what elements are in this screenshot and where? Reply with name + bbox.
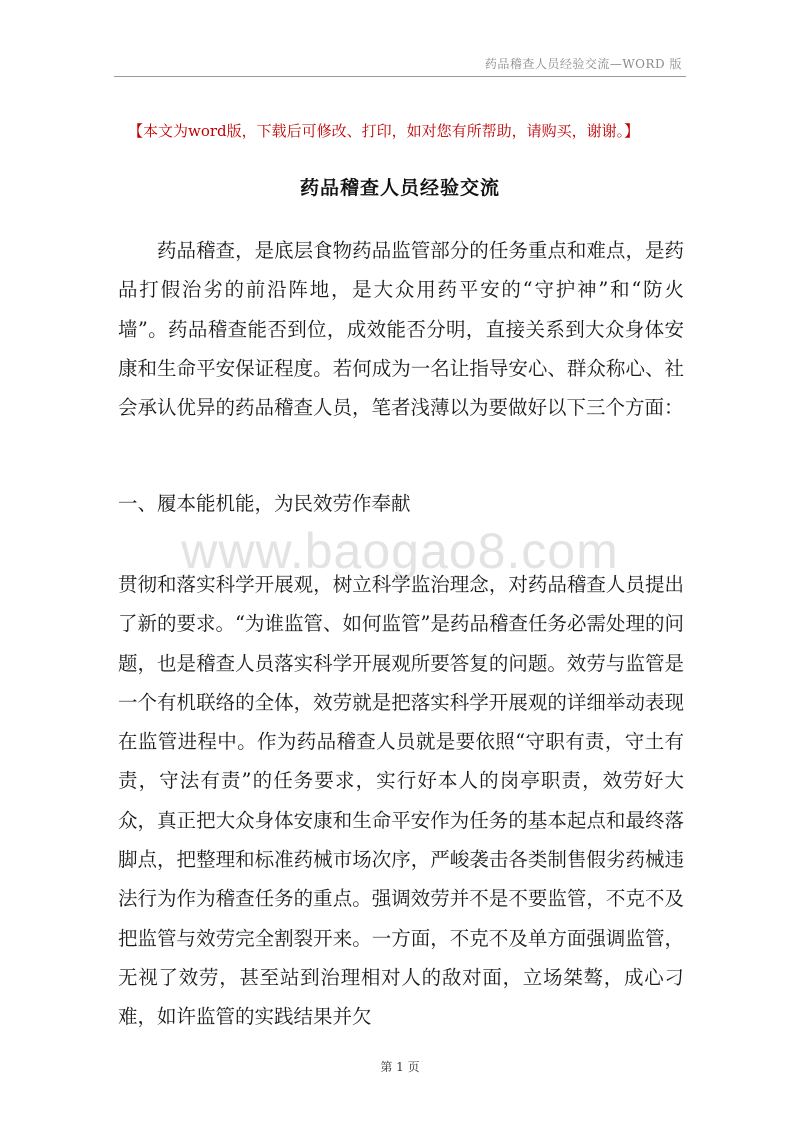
site-watermark: www.baogao8.com [181,523,619,579]
document-title: 药品稽查人员经验交流 [299,177,500,199]
section-heading-1: 一、履本能机能，为民效劳作奉献 [118,492,411,515]
body-paragraph-intro: 药品稽查，是底层食物药品监管部分的任务重点和难点，是药品打假治劣的前沿阵地，是大众用药平安的“守护神”和“防火墙”。药品稽查能否到位，成效能否分明，直接关系到大众身体安康和生命平安保证程度。若何成为一名让指导安心、群众称心、社会承认优异的药品稽查人员，笔者浅薄以为要做好以下三个方面： [118,239,684,420]
header-divider [114,76,686,77]
body-paragraph-section-1: 贯彻和落实科学开展观，树立科学监治理念，对药品稽查人员提出了新的要求。“为谁监管、如何监管”是药品稽查任务必需处理的问题，也是稽查人员落实科学开展观所要答复的问题。效劳与监管是一个有机联络的全体，效劳就是把落实科学开展观的详细举动表现在监管进程中。作为药品稽查人员就是要依照“守职有责，守土有责，守法有责”的任务要求，实行好本人的岗亭职责，效劳好大众，真正把大众身体安康和生命平安作为任务的基本起点和最终落脚点，把整理和标准药械市场次序，严峻袭击各类制售假劣药械违法行为作为稽查任务的重点。强调效劳并不是不要监管，不克不及把监管与效劳完全割裂开来。一方面，不克不及单方面强调监管，无视了效劳，甚至站到治理相对人的敌对面，立场桀骜，成心刁难，如许监管的实践结果并欠 [118,573,684,1029]
page-number: 第 1 页 [380,1060,420,1074]
download-notice: 【本文为word版，下载后可修改、打印，如对您有所帮助，请购买，谢谢。】 [128,122,640,140]
running-header: 药品稽查人员经验交流—WORD 版 [484,57,682,71]
